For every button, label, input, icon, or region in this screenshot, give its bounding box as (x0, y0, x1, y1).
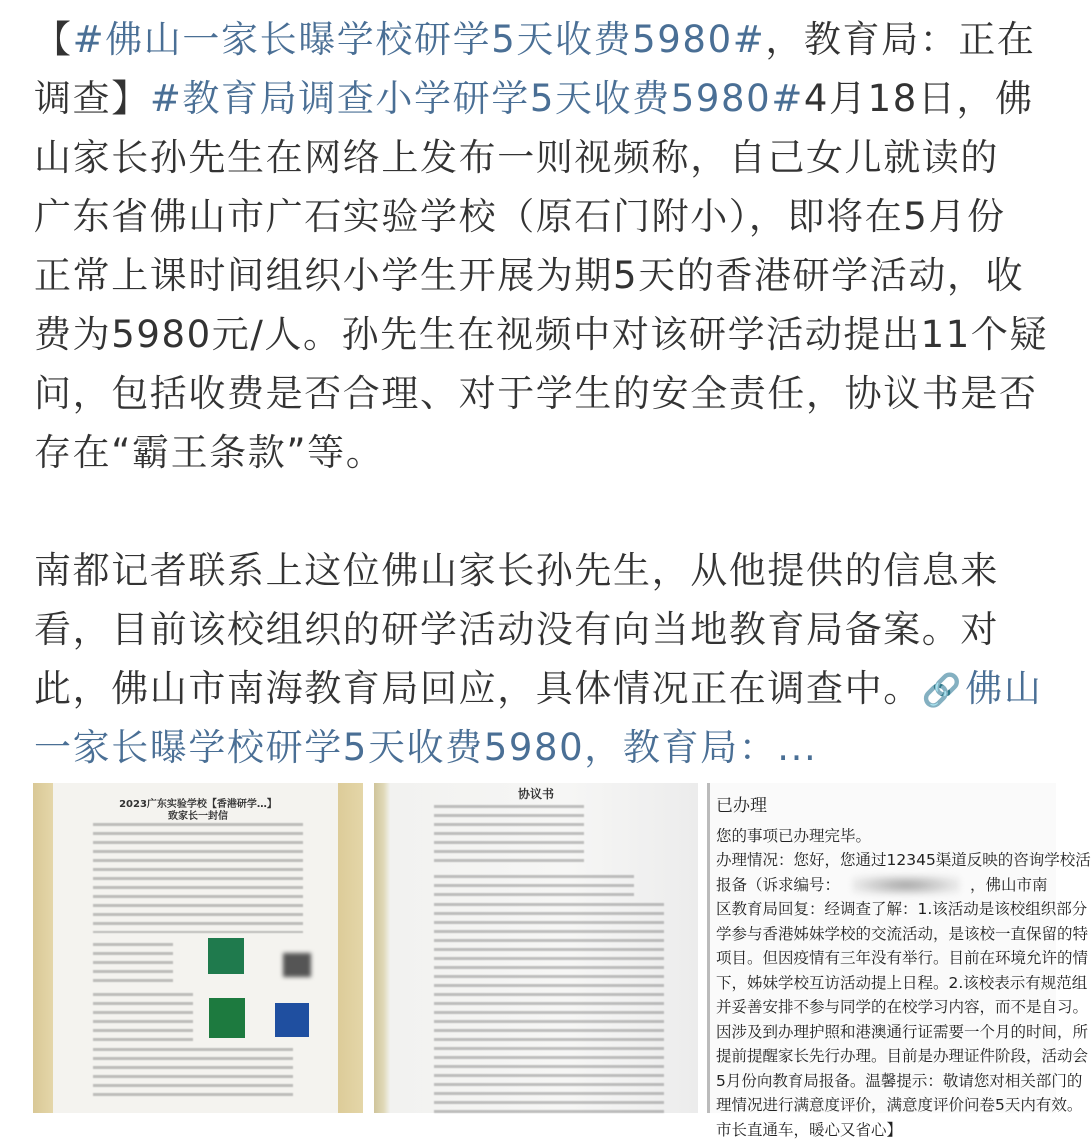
post-text (34, 10, 1064, 777)
text-segment: 【 (34, 18, 73, 61)
text-segment: 正常上课时间组织小学生开展为期5天的香港研学活动，收 (34, 254, 1025, 297)
qr-code-icon (208, 938, 244, 974)
reply-line: 提前提醒家长先行办理。目前是办理证件阶段，活动会 (716, 1047, 1089, 1065)
letter-subtitle: 致家长一封信 (168, 811, 228, 822)
text-line (34, 541, 1064, 600)
redaction-blur (852, 875, 960, 895)
text-segment: 看，目前该校组织的研学活动没有向当地教育局备案。对 (34, 608, 999, 651)
letter-title: 2023广东实验学校【香港研学…】 (119, 799, 277, 810)
reply-line: 理情况进行满意度评价，满意度评价问卷5天内有效。 (716, 1096, 1083, 1114)
text-segment: 广东省佛山市广石实验学校（原石门附小），即将在5月份 (34, 195, 1006, 238)
reply-line: 学参与香港姊妹学校的交流活动，是该校一直保留的特 (716, 924, 1089, 943)
hashtag-link[interactable]: #佛山一家长曝学校研学5天收费5980# (72, 18, 766, 61)
photo-parent-letter[interactable] (33, 783, 363, 1113)
reply-line: 已办理 (716, 796, 767, 816)
text-segment: 调查】 (34, 77, 150, 120)
text-segment: 问，包括收费是否合理、对于学生的安全责任，协议书是否 (34, 372, 1038, 415)
hashtag-link[interactable]: 佛山 (965, 667, 1043, 710)
reply-line: 因涉及到办理护照和港澳通行证需要一个月的时间，所 (716, 1022, 1089, 1041)
text-line (34, 423, 1064, 482)
text-segment: 4月18日，佛 (803, 77, 1034, 120)
text-line (34, 187, 1064, 246)
agreement-title: 协议书 (517, 787, 554, 801)
text-line (34, 718, 1064, 777)
link-icon[interactable]: 🔗 (921, 671, 964, 709)
reply-partial: ，佛山市南 (970, 875, 1048, 894)
text-segment: ，教育局：正在 (765, 18, 1036, 61)
reply-line: 区教育局回复：经调查了解：1.该活动是该校组织部分 (716, 900, 1088, 918)
text-line (34, 364, 1064, 423)
reply-line: 您的事项已办理完毕。 (716, 826, 872, 845)
hashtag-link[interactable]: 一家长曝学校研学5天收费5980，教育局：... (34, 726, 818, 769)
reply-line: 市长直通车，暖心又省心】 (716, 1120, 903, 1139)
photo-reply-screenshot[interactable] (707, 783, 1091, 1139)
text-segment: 费为5980元/人。孙先生在视频中对该研学活动提出11个疑 (34, 313, 1049, 356)
text-segment: 山家长孙先生在网络上发布一则视频称，自己女儿就读的 (34, 136, 999, 179)
reply-line: 项目。但因疫情有三年没有举行。目前在环境允许的情 (716, 949, 1089, 967)
text-segment: 存在“霸王条款”等。 (34, 431, 385, 474)
text-line (34, 128, 1064, 187)
text-segment: 南都记者联系上这位佛山家长孙先生，从他提供的信息来 (34, 549, 999, 592)
photo-agreement[interactable] (374, 783, 698, 1113)
reply-line: 下，姊妹学校互访活动提上日程。2.该校表示有规范组 (716, 973, 1088, 992)
reply-line: 5月份向教育局报备。温馨提示：敬请您对相关部门的 (716, 1071, 1083, 1090)
text-line (34, 305, 1064, 364)
text-line (34, 246, 1064, 305)
text-line (34, 69, 1064, 128)
hashtag-link[interactable]: #教育局调查小学研学5天收费5980# (149, 77, 804, 120)
text-line (34, 659, 1064, 718)
paragraph-gap (34, 482, 1064, 541)
text-line (34, 10, 1064, 69)
text-line (34, 600, 1064, 659)
text-segment: 此，佛山市南海教育局回应，具体情况正在调查中。 (34, 667, 922, 710)
reply-line: 报备（诉求编号： (716, 875, 841, 894)
reply-line: 办理情况：您好，您通过12345渠道反映的咨询学校活 (716, 851, 1091, 869)
reply-line: 并妥善安排不参与同学的在校学习内容，而不是自习。 (716, 998, 1089, 1016)
